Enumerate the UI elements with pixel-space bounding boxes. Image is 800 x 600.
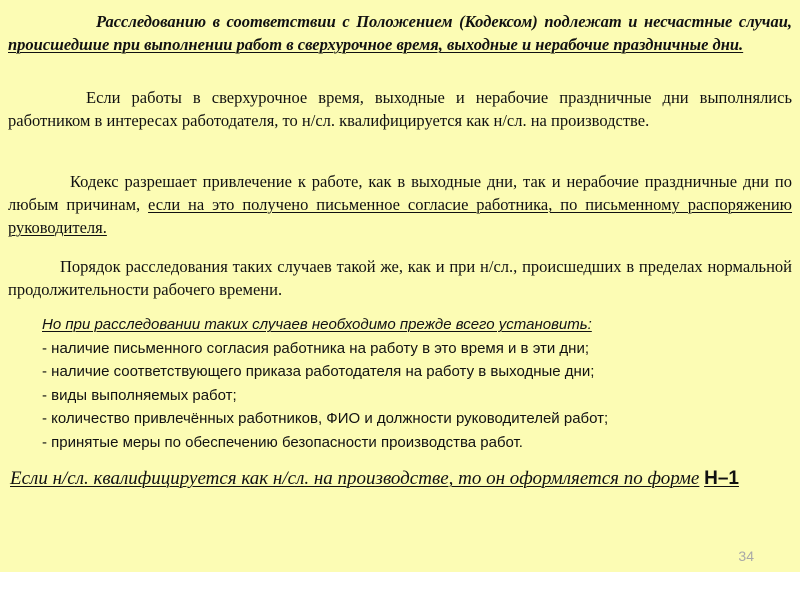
paragraph-code-permission (8, 170, 792, 239)
checklist-item: - наличие письменного согласия работника на работу в это время и в эти дни; (42, 339, 590, 357)
paragraph-lead: Кодекс разрешает привлечение к работе, как в выходные дни, так и нерабочие праздничные дни по любым причинам, (8, 172, 792, 214)
checklist-item: - количество привлечённых работников, ФИО и должности руководителей работ; (42, 410, 609, 427)
paragraph-investigation-scope (8, 10, 792, 56)
page-number: 34 (738, 548, 754, 564)
checklist-item: - наличие соответствующего приказа работодателя на работу в выходные дни; (42, 363, 595, 380)
checklist-item: - виды выполняемых работ; (42, 386, 237, 404)
checklist-heading: Но при расследовании таких случаев необходимо прежде всего установить: (42, 316, 592, 333)
final-statement-text: Если н/сл. квалифицируется как н/сл. на производстве, то он оформляется по форме (10, 468, 700, 489)
checklist (42, 313, 792, 454)
paragraph-lead: Расследованию в соответствии с Положением (Кодексом) подлежат и несчастные случаи, (96, 12, 792, 31)
paragraph-underlined: происшедшие при выполнении работ в сверхурочное время, выходные и нерабочие праздничные дни. (8, 35, 744, 54)
paragraph-underlined: если на это получено письменное согласие работника, по письменному распоряжению руководителя. (8, 195, 793, 237)
final-statement (8, 467, 792, 491)
paragraph-procedure: Порядок расследования таких случаев такой же, как и при н/сл., происшедших в пределах нормальной продолжительности рабочего времени. (8, 257, 792, 299)
checklist-item: - принятые меры по обеспечению безопасности производства работ. (42, 433, 523, 451)
form-code: Н–1 (704, 468, 739, 489)
paragraph-employer-interest: Если работы в сверхурочное время, выходные и нерабочие праздничные дни выполнялись работником в интересах работодателя, то н/сл. квалифицируется как н/сл. на производстве. (8, 88, 792, 130)
